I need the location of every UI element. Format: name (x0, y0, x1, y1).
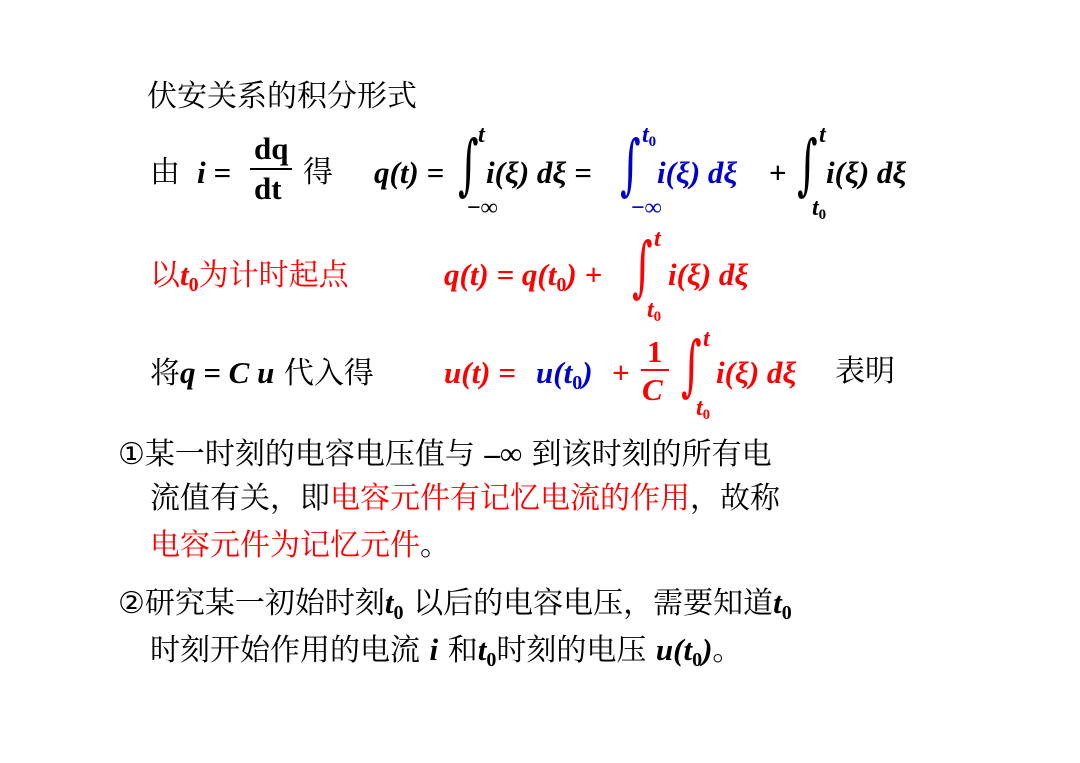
one-over-c-bar (641, 369, 669, 371)
point2-line2: 时刻开始作用的电流 i 和$t_0$时刻的电压 $u(t_0)$。 (150, 632, 743, 671)
integral-sign-5: ∫ (681, 327, 702, 404)
plus-sign-red: + (612, 355, 630, 390)
int2-upper: t0 (642, 122, 657, 150)
one-over-c-den: C (642, 372, 663, 407)
integral-sign-3: ∫ (797, 126, 818, 203)
int4-upper: t (654, 226, 661, 252)
q-equation: $q(t) = q(t_0)$ + (444, 257, 603, 296)
point2-line1: ②研究某一初始时刻$t_0$ 以后的电容电压，需要知道$t_0$ (118, 585, 792, 624)
de-text: 得 (303, 155, 333, 190)
int1-lower: −∞ (467, 195, 498, 221)
int3-lower: t0 (812, 195, 827, 223)
int4-lower: t0 (647, 297, 662, 325)
frac-denominator: dt (254, 171, 282, 206)
i-equals: i = (197, 155, 232, 190)
point1-line3: 电容元件为记忆元件。 (150, 528, 450, 563)
fraction-bar (250, 168, 292, 170)
substitute-label: 将q = C u 代入得 (150, 355, 374, 391)
q-lhs: q(t) = (374, 155, 445, 190)
integral-sign-2: ∫ (620, 126, 641, 203)
int3-upper: t (819, 122, 826, 148)
plus-sign: + (769, 155, 787, 190)
int2-body: i(ξ) dξ (657, 155, 738, 190)
heading: 伏安关系的积分形式 (147, 79, 417, 114)
int5-upper: t (703, 326, 710, 352)
int1-upper: t (478, 122, 485, 148)
int2-lower: −∞ (631, 195, 662, 221)
you-text: 由 (150, 155, 180, 190)
int5-body: i(ξ) dξ (716, 355, 797, 390)
int5-lower: t0 (696, 395, 711, 423)
one-over-c-num: 1 (647, 334, 663, 369)
integral-sign-4: ∫ (632, 228, 653, 305)
int1-body: i(ξ) dξ = (486, 155, 592, 190)
time-origin-label: 以$t_0$为计时起点 (150, 257, 349, 296)
u-t0: $u(t_0)$ (536, 355, 593, 394)
point1-line1: ①某一时刻的电容电压值与 –∞ 到该时刻的所有电 (118, 436, 772, 472)
biaoming-text: 表明 (835, 354, 895, 389)
int3-body: i(ξ) dξ (826, 155, 907, 190)
int4-body: i(ξ) dξ (668, 257, 749, 292)
frac-numerator: dq (254, 131, 289, 166)
point1-line2: 流值有关，即电容元件有记忆电流的作用，故称 (150, 481, 780, 516)
u-lhs: u(t) = (444, 355, 516, 390)
integral-sign-1: ∫ (458, 126, 479, 203)
